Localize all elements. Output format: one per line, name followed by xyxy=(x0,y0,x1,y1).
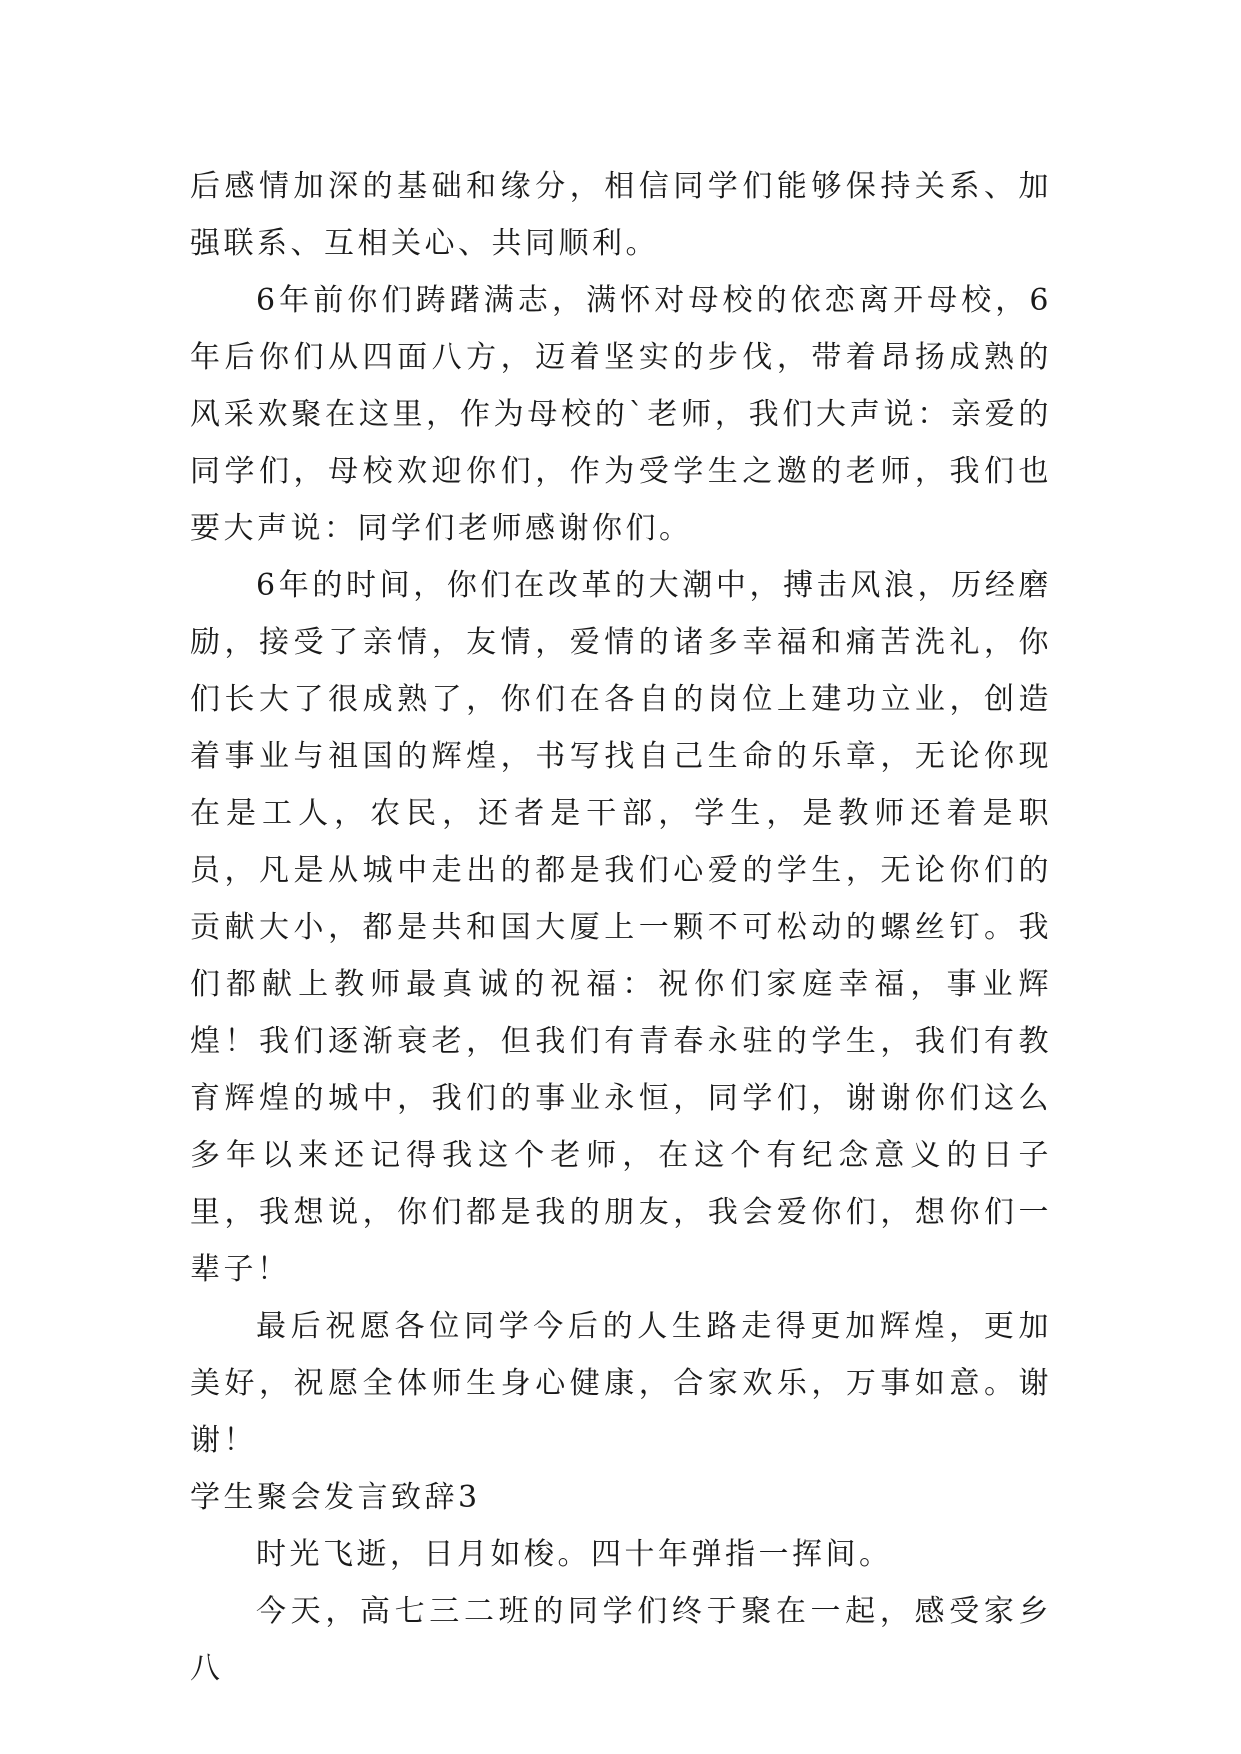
paragraph-6: 今天，高七三二班的同学们终于聚在一起，感受家乡八 xyxy=(190,1594,1052,1686)
paragraph-4: 最后祝愿各位同学今后的人生路走得更加辉煌，更加美好，祝愿全体师生身心健康，合家欢乐，万事如意。谢谢！ xyxy=(190,1309,1052,1458)
document-body xyxy=(190,158,1052,1697)
paragraph-5: 时光飞逝，日月如梭。四十年弹指一挥间。 xyxy=(256,1537,893,1572)
paragraph-1: 后感情加深的基础和缘分，相信同学们能够保持关系、加强联系、互相关心、共同顺利。 xyxy=(190,169,1052,261)
section-heading: 学生聚会发言致辞3 xyxy=(190,1480,481,1515)
paragraph-3: 6年的时间，你们在改革的大潮中，搏击风浪，历经磨励，接受了亲情，友情，爱情的诸多幸福和痛苦洗礼，你们长大了很成熟了，你们在各自的岗位上建功立业，创造着事业与祖国的辉煌，书写找自己生命的乐章，无论你现在是工人，农民，还者是干部，学生，是教师还着是职员，凡是从城中走出的都是我们心爱的学生，无论你们的贡献大小，都是共和国大厦上一颗不可松动的螺丝钉。我们都献上教师最真诚的祝福：祝你们家庭幸福，事业辉煌！我们逐渐衰老，但我们有青春永驻的学生，我们有教育辉煌的城中，我们的事业永恒，同学们，谢谢你们这么多年以来还记得我这个老师，在这个有纪念意义的日子里，我想说，你们都是我的朋友，我会爱你们，想你们一辈子！ xyxy=(190,568,1052,1287)
paragraph-2: 6年前你们踌躇满志，满怀对母校的依恋离开母校，6年后你们从四面八方，迈着坚实的步伐，带着昂扬成熟的风采欢聚在这里，作为母校的`老师，我们大声说：亲爱的同学们，母校欢迎你们，作为受学生之邀的老师，我们也要大声说：同学们老师感谢你们。 xyxy=(190,283,1052,546)
